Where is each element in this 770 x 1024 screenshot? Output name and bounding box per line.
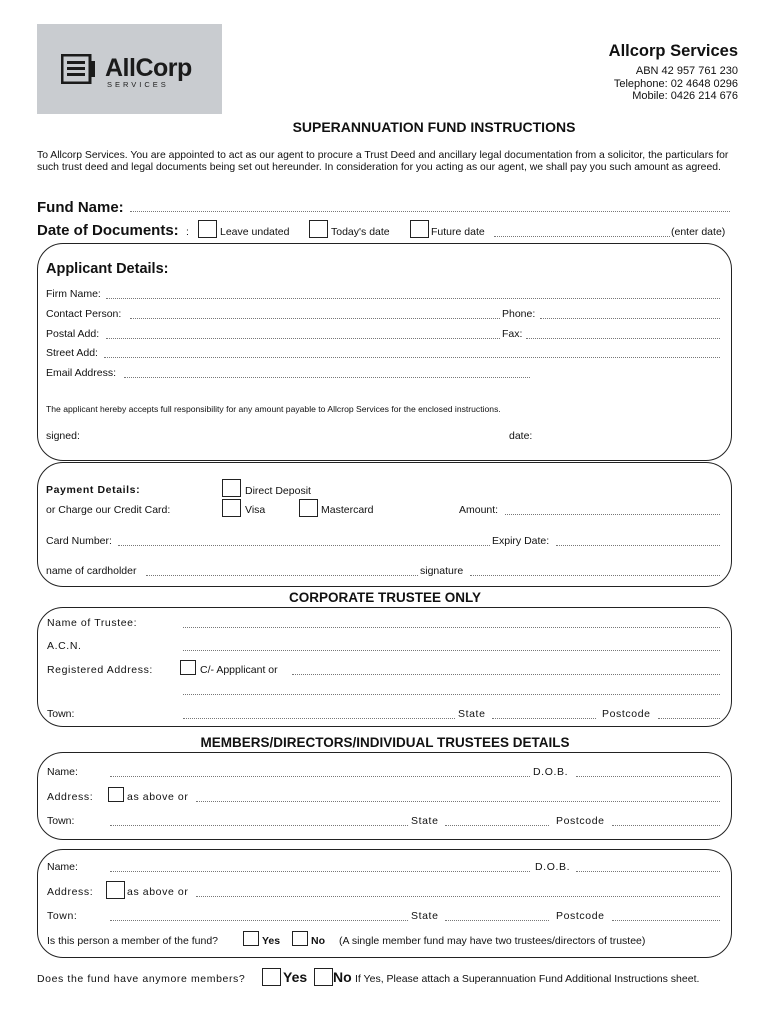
fax-label: Fax: bbox=[502, 328, 523, 340]
todays-date-checkbox[interactable] bbox=[309, 220, 328, 238]
member-2-name-label: Name: bbox=[47, 861, 78, 873]
acn-field[interactable] bbox=[183, 650, 720, 651]
member-1-address-label: Address: bbox=[47, 791, 94, 803]
amount-field[interactable] bbox=[505, 514, 720, 515]
phone-field[interactable] bbox=[540, 318, 720, 319]
more-members-yes-checkbox[interactable] bbox=[262, 968, 281, 986]
acceptance-statement: The applicant hereby accepts full responsibility for any amount payable to Allcrop Services for the enclosed instructions. bbox=[46, 404, 501, 414]
enter-date-label: (enter date) bbox=[671, 226, 726, 238]
member-2-yes-checkbox[interactable] bbox=[243, 931, 259, 946]
payment-details-heading: Payment Details: bbox=[46, 484, 141, 496]
corporate-town-label: Town: bbox=[47, 708, 75, 720]
member-2-yes-label: Yes bbox=[262, 935, 281, 947]
expiry-date-label: Expiry Date: bbox=[492, 535, 550, 547]
date-of-documents-label: Date of Documents: bbox=[37, 222, 179, 239]
members-title: MEMBERS/DIRECTORS/INDIVIDUAL TRUSTEES DETAILS bbox=[200, 735, 570, 750]
expiry-date-field[interactable] bbox=[556, 545, 720, 546]
mastercard-label: Mastercard bbox=[321, 504, 374, 516]
member-2-address-label: Address: bbox=[47, 886, 94, 898]
date-colon: : bbox=[186, 226, 189, 238]
mastercard-checkbox[interactable] bbox=[299, 499, 318, 517]
member-2-address-field[interactable] bbox=[196, 896, 720, 897]
future-date-checkbox[interactable] bbox=[410, 220, 429, 238]
company-abn: ABN 42 957 761 230 bbox=[635, 65, 738, 77]
corporate-state-field[interactable] bbox=[492, 718, 596, 719]
company-info bbox=[609, 42, 738, 103]
member-1-name-field[interactable] bbox=[110, 776, 530, 777]
registered-address-line2[interactable] bbox=[183, 694, 720, 695]
fund-name-field[interactable] bbox=[130, 211, 730, 212]
member-2-postcode-field[interactable] bbox=[612, 920, 720, 921]
fund-name-label: Fund Name: bbox=[37, 199, 124, 216]
future-date-field[interactable] bbox=[494, 236, 670, 237]
postal-address-label: Postal Add: bbox=[46, 328, 100, 340]
more-members-question: Does the fund have anymore members? bbox=[37, 973, 246, 985]
member-2-question: Is this person a member of the fund? bbox=[47, 935, 219, 947]
direct-deposit-label: Direct Deposit bbox=[245, 485, 311, 497]
member-1-as-above-label: as above or bbox=[127, 791, 189, 803]
company-mobile: Mobile: 0426 214 676 bbox=[632, 90, 738, 102]
registered-address-label: Registered Address: bbox=[47, 664, 153, 676]
member-1-state-field[interactable] bbox=[445, 825, 549, 826]
member-2-town-label: Town: bbox=[47, 910, 78, 922]
member-1-dob-field[interactable] bbox=[576, 776, 720, 777]
card-number-label: Card Number: bbox=[46, 535, 112, 547]
visa-label: Visa bbox=[245, 504, 266, 516]
care-of-applicant-checkbox[interactable] bbox=[180, 660, 196, 675]
member-1-name-label: Name: bbox=[47, 766, 78, 778]
member-2-town-field[interactable] bbox=[110, 920, 408, 921]
member-2-postcode-label: Postcode bbox=[556, 910, 605, 922]
phone-label: Phone: bbox=[502, 308, 536, 320]
member-2-name-field[interactable] bbox=[110, 871, 530, 872]
future-date-label: Future date bbox=[431, 226, 485, 238]
corporate-town-field[interactable] bbox=[183, 718, 455, 719]
email-address-field[interactable] bbox=[124, 377, 530, 378]
todays-date-label: Today's date bbox=[331, 226, 390, 238]
applicant-details-heading: Applicant Details: bbox=[46, 261, 169, 277]
direct-deposit-checkbox[interactable] bbox=[222, 479, 241, 497]
more-members-no-label: No bbox=[333, 969, 352, 985]
single-member-note: (A single member fund may have two trustees/directors of trustee) bbox=[339, 935, 646, 947]
intro-paragraph: To Allcorp Services. You are appointed to act as our agent to procure a Trust Deed and ancillary legal documentation from a solicitor, the particulars for such trust deed and legal documents being set out hereunder. In consideration for you acting as our agent, we shall pay you such amount as agreed. bbox=[37, 150, 729, 173]
more-members-yes-label: Yes bbox=[283, 969, 308, 985]
leave-undated-label: Leave undated bbox=[220, 226, 290, 238]
company-telephone: Telephone: 02 4648 0296 bbox=[613, 77, 738, 90]
member-2-no-label: No bbox=[311, 935, 325, 947]
member-1-postcode-label: Postcode bbox=[556, 815, 605, 827]
applicant-date-label: date: bbox=[509, 430, 533, 442]
signature-label: signature bbox=[420, 565, 464, 577]
acn-label: A.C.N. bbox=[47, 640, 82, 652]
postal-address-field[interactable] bbox=[106, 338, 500, 339]
member-2-state-field[interactable] bbox=[445, 920, 549, 921]
logo-subtitle: SERVICES bbox=[107, 80, 169, 89]
member-2-dob-label: D.O.B. bbox=[535, 861, 571, 873]
member-1-address-field[interactable] bbox=[196, 801, 720, 802]
member-1-town-field[interactable] bbox=[110, 825, 408, 826]
firm-name-label: Firm Name: bbox=[46, 288, 101, 300]
member-2-as-above-label: as above or bbox=[127, 886, 189, 898]
form-title: SUPERANNUATION FUND INSTRUCTIONS bbox=[292, 119, 576, 135]
member-1-dob-label: D.O.B. bbox=[533, 766, 569, 778]
company-logo bbox=[37, 24, 222, 114]
payment-details-panel bbox=[37, 462, 732, 587]
street-address-label: Street Add: bbox=[46, 347, 98, 359]
corporate-state-label: State bbox=[458, 708, 486, 720]
member-2-no-checkbox[interactable] bbox=[292, 931, 308, 946]
corporate-trustee-title: CORPORATE TRUSTEE ONLY bbox=[288, 590, 482, 605]
signature-field[interactable] bbox=[470, 575, 720, 576]
member-2-as-above-checkbox[interactable] bbox=[106, 881, 125, 899]
firm-name-field[interactable] bbox=[106, 298, 720, 299]
cardholder-name-field[interactable] bbox=[146, 575, 418, 576]
signed-label: signed: bbox=[46, 430, 80, 442]
member-2-dob-field[interactable] bbox=[576, 871, 720, 872]
street-address-field[interactable] bbox=[104, 357, 720, 358]
contact-person-field[interactable] bbox=[130, 318, 500, 319]
card-number-field[interactable] bbox=[118, 545, 490, 546]
member-2-state-label: State bbox=[411, 910, 439, 922]
allcorp-logo-icon bbox=[61, 54, 97, 84]
cardholder-name-label: name of cardholder bbox=[46, 565, 137, 577]
member-1-state-label: State bbox=[411, 815, 439, 827]
company-name: Allcorp Services bbox=[608, 42, 738, 60]
visa-checkbox[interactable] bbox=[222, 499, 241, 517]
amount-label: Amount: bbox=[459, 504, 499, 516]
member-1-as-above-checkbox[interactable] bbox=[108, 787, 124, 802]
member-1-postcode-field[interactable] bbox=[612, 825, 720, 826]
corporate-postcode-field[interactable] bbox=[658, 718, 720, 719]
trustee-name-label: Name of Trustee: bbox=[47, 617, 138, 629]
care-of-applicant-label: C/- Appplicant or bbox=[200, 664, 278, 676]
logo-wordmark: AllCorp bbox=[105, 54, 192, 82]
fax-field[interactable] bbox=[526, 338, 720, 339]
trustee-name-field[interactable] bbox=[183, 627, 720, 628]
member-1-town-label: Town: bbox=[47, 815, 75, 827]
contact-person-label: Contact Person: bbox=[46, 308, 122, 320]
credit-card-label: or Charge our Credit Card: bbox=[46, 504, 171, 516]
corporate-postcode-label: Postcode bbox=[602, 708, 651, 720]
more-members-no-checkbox[interactable] bbox=[314, 968, 333, 986]
email-address-label: Email Address: bbox=[46, 367, 117, 379]
registered-address-field[interactable] bbox=[292, 674, 720, 675]
leave-undated-checkbox[interactable] bbox=[198, 220, 217, 238]
additional-instructions-note: If Yes, Please attach a Superannuation Fund Additional Instructions sheet. bbox=[355, 973, 700, 985]
